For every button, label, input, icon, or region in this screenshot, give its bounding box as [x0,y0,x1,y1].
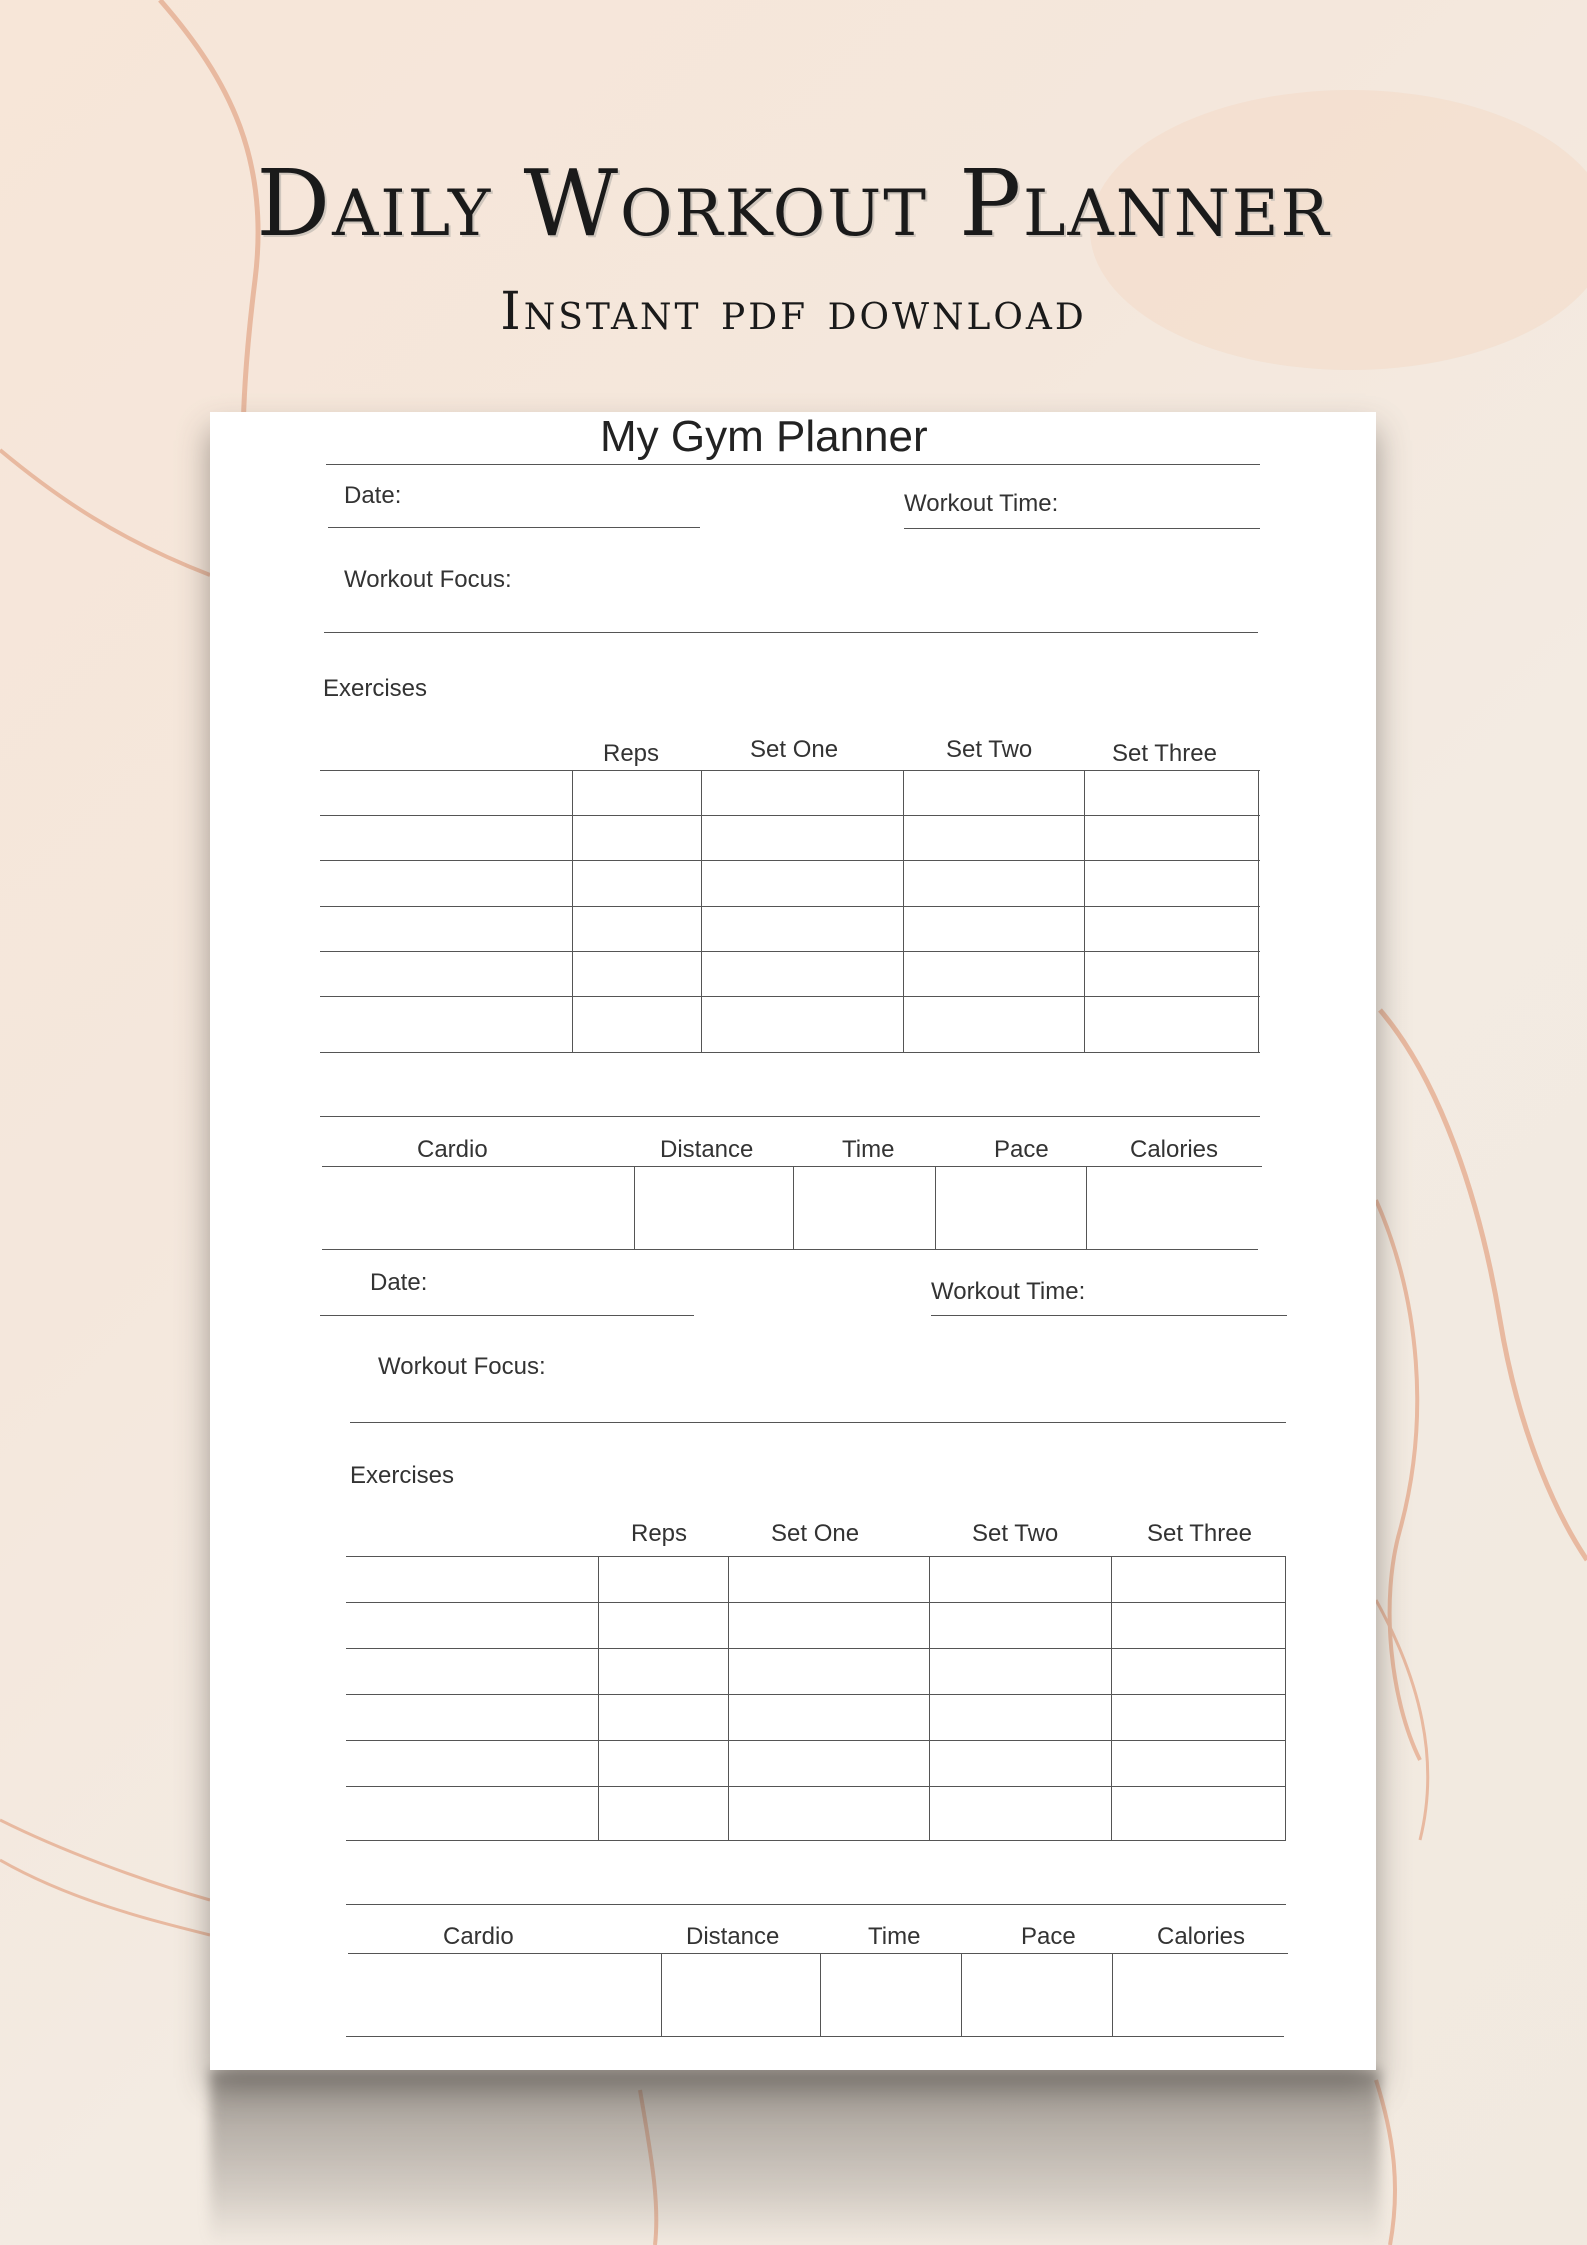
table-row [346,1556,1286,1557]
section-separator [320,1116,1260,1117]
date-field[interactable] [328,527,700,528]
table-divider [728,1556,729,1840]
column-set-one: Set One [771,1520,860,1547]
table-divider [572,770,573,1052]
table-row [348,1953,1288,1954]
table-divider [1285,1556,1286,1840]
column-reps: Reps [603,740,660,767]
table-row [320,815,1260,816]
table-row [320,770,1260,771]
sheet-shadow [210,2070,1380,2245]
table-divider [820,1953,821,2036]
column-time: Time [868,1923,921,1950]
table-divider [1112,1953,1113,2036]
column-calories: Calories [1130,1136,1219,1163]
workout-focus-field[interactable] [324,632,1258,633]
table-divider [1258,770,1259,1052]
table-divider [961,1953,962,2036]
column-cardio: Cardio [443,1923,514,1950]
column-pace: Pace [1021,1923,1076,1950]
table-row [346,1740,1286,1741]
column-distance: Distance [686,1923,780,1950]
column-time: Time [842,1136,895,1163]
table-row [346,1648,1286,1649]
page-title: Daily Workout Planner [256,150,1331,257]
table-divider [634,1166,635,1249]
table-divider [903,770,904,1052]
section-separator [346,1904,1286,1905]
decorative-curve [1376,1600,1428,1840]
date-field[interactable] [320,1315,694,1316]
table-row [346,1786,1286,1787]
table-row [346,1694,1286,1695]
table-divider [1084,770,1085,1052]
date-label: Date: [370,1269,428,1296]
page-subtitle: Instant pdf download [500,282,1087,342]
decorative-curve [0,1860,210,1935]
decorative-curve [0,450,210,575]
title-underline [326,464,1260,465]
table-row [320,860,1260,861]
exercises-label: Exercises [350,1462,455,1489]
planner-title: My Gym Planner [600,412,928,461]
column-distance: Distance [660,1136,754,1163]
table-row [320,906,1260,907]
table-divider [929,1556,930,1840]
table-divider [1086,1166,1087,1249]
planner-sheet [210,412,1376,2070]
column-set-one: Set One [750,736,839,763]
column-set-two: Set Two [946,736,1033,763]
column-set-two: Set Two [972,1520,1059,1547]
column-calories: Calories [1157,1923,1246,1950]
decorative-curve [1376,1200,1420,1760]
workout-focus-label: Workout Focus: [344,566,512,593]
table-divider [598,1556,599,1840]
table-divider [935,1166,936,1249]
decorative-curve [0,1820,210,1900]
table-divider [661,1953,662,2036]
workout-time-label: Workout Time: [931,1278,1086,1305]
exercises-label: Exercises [323,675,428,702]
table-row [320,1052,1260,1053]
date-label: Date: [344,482,402,509]
column-set-three: Set Three [1112,740,1217,767]
table-row [320,996,1260,997]
table-row [346,1840,1286,1841]
workout-time-field[interactable] [931,1315,1287,1316]
column-set-three: Set Three [1147,1520,1252,1547]
column-reps: Reps [631,1520,688,1547]
table-divider [1111,1556,1112,1840]
table-row [322,1249,1258,1250]
workout-time-field[interactable] [904,528,1260,529]
table-row [320,951,1260,952]
workout-time-label: Workout Time: [904,490,1059,517]
column-cardio: Cardio [417,1136,488,1163]
table-row [322,1166,1262,1167]
table-divider [701,770,702,1052]
table-row [346,1602,1286,1603]
table-row [346,2036,1284,2037]
table-divider [793,1166,794,1249]
workout-focus-label: Workout Focus: [378,1353,546,1380]
workout-focus-field[interactable] [350,1422,1286,1423]
column-pace: Pace [994,1136,1049,1163]
